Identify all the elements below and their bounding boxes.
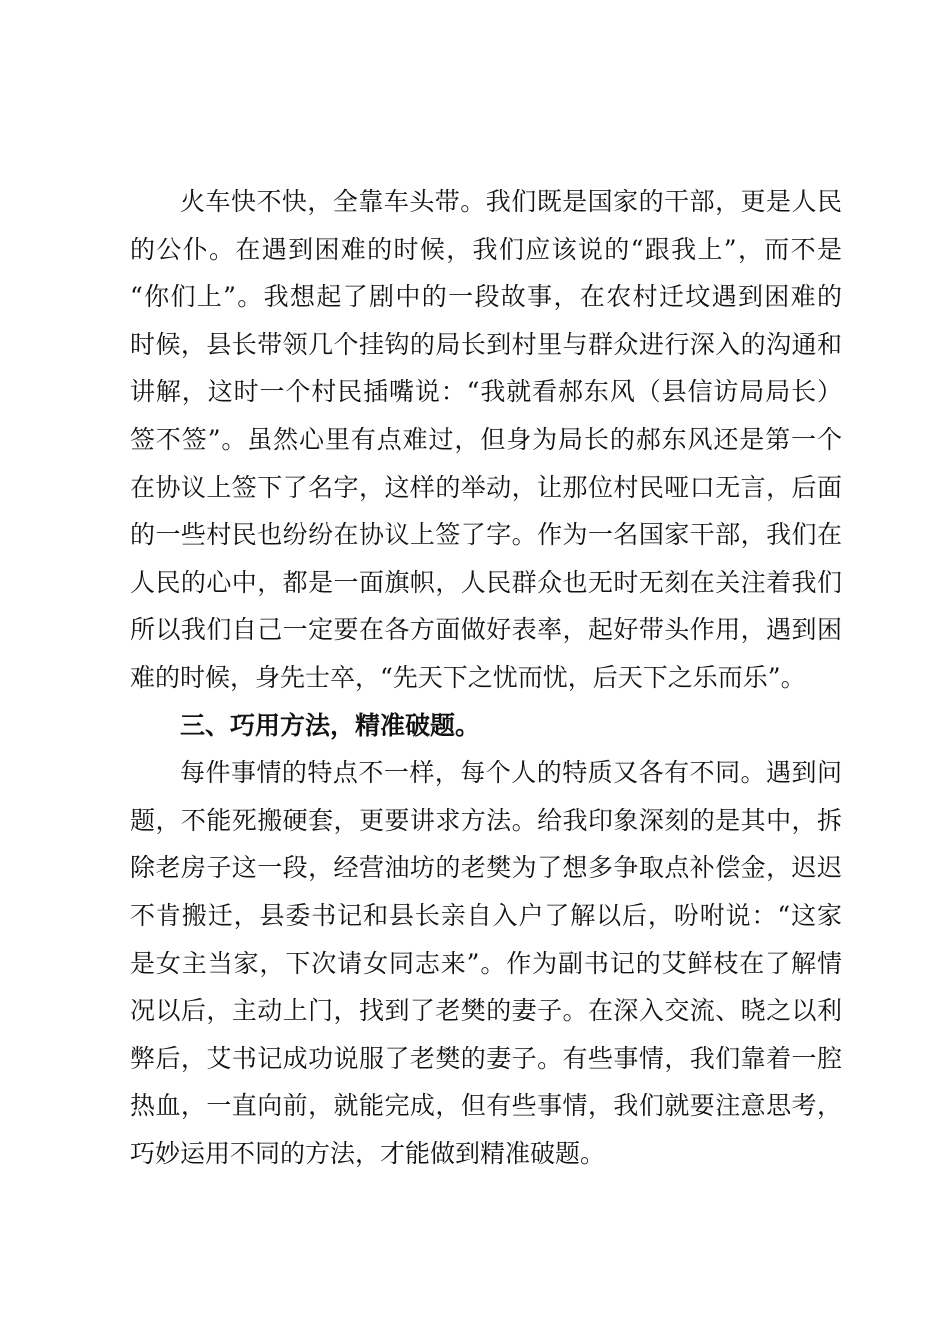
paragraph-line: 巧妙运用不同的方法，才能做到精准破题。 <box>130 1138 606 1168</box>
paragraph-line: 不肯搬迁，县委书记和县长亲自入户了解以后，吩咐说：“这家 <box>130 900 842 930</box>
paragraph-line: 况以后，主动上门，找到了老樊的妻子。在深入交流、晓之以利 <box>130 996 842 1026</box>
paragraph-line: 弊后，艾书记成功说服了老樊的妻子。有些事情，我们靠着一腔 <box>130 1043 842 1073</box>
paragraph-line: 热血，一直向前，就能完成，但有些事情，我们就要注意思考， <box>130 1091 842 1121</box>
paragraph-line: 的公仆。在遇到困难的时候，我们应该说的“跟我上”，而不是 <box>130 234 842 264</box>
body-text <box>130 178 842 1177</box>
paragraph-line: 所以我们自己一定要在各方面做好表率，起好带头作用，遇到困 <box>130 615 842 645</box>
paragraph-line: 的一些村民也纷纷在协议上签了字。作为一名国家干部，我们在 <box>130 520 842 550</box>
paragraph-line: 是女主当家，下次请女同志来”。作为副书记的艾鲜枝在了解情 <box>130 948 842 978</box>
paragraph-line: 人民的心中，都是一面旗帜，人民群众也无时无刻在关注着我们 <box>130 567 842 597</box>
paragraph-line: 每件事情的特点不一样，每个人的特质又各有不同。遇到问 <box>180 758 842 788</box>
paragraph-line: 火车快不快，全靠车头带。我们既是国家的干部，更是人民 <box>180 187 842 216</box>
paragraph-method <box>130 749 842 1177</box>
paragraph-leadership <box>130 178 842 702</box>
paragraph-line: 除老房子这一段，经营油坊的老樊为了想多争取点补偿金，迟迟 <box>130 853 842 883</box>
paragraph-line: 题，不能死搬硬套，更要讲求方法。给我印象深刻的是其中，拆 <box>130 805 842 835</box>
paragraph-line: 难的时候，身先士卒，“先天下之忧而忧，后天下之乐而乐”。 <box>130 662 806 692</box>
paragraph-line: 在协议上签下了名字，这样的举动，让那位村民哑口无言，后面 <box>130 472 842 502</box>
paragraph-line: “你们上”。我想起了剧中的一段故事，在农村迁坟遇到困难的 <box>130 282 842 312</box>
paragraph-line: 讲解，这时一个村民插嘴说：“我就看郝东风（县信访局局长） <box>130 377 842 407</box>
section-heading: 三、巧用方法，精准破题。 <box>180 710 481 740</box>
paragraph-line: 时候，县长带领几个挂钩的局长到村里与群众进行深入的沟通和 <box>130 329 842 359</box>
paragraph-line: 签不签”。虽然心里有点难过，但身为局长的郝东风还是第一个 <box>130 424 842 454</box>
